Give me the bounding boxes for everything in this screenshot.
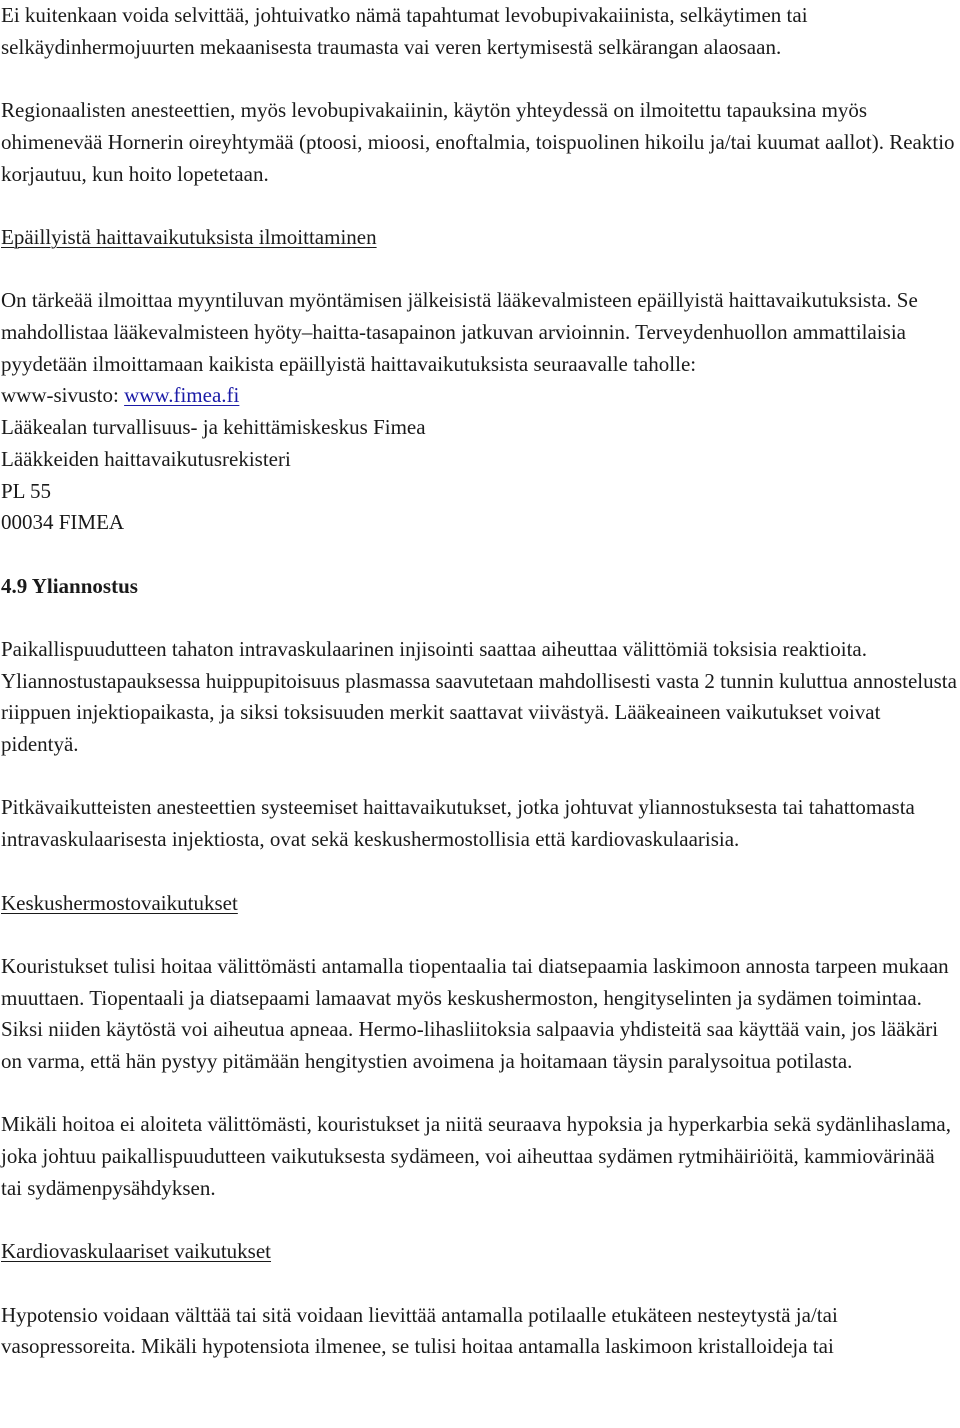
fimea-website-link[interactable]: www.fimea.fi <box>124 383 240 408</box>
paragraph-systemic-effects: Pitkävaikutteisten anesteettien systeemiset haittavaikutukset, jotka johtuvat yliannostuksesta tai tahattomasta intravaskulaarisesta injektiosta, ovat sekä keskushermostollisia että kardiovaskulaarisia. <box>1 795 915 852</box>
paragraph-hypotension-treatment: Hypotensio voidaan välttää tai sitä voidaan lievittää antamalla potilaalle etukäteen nesteytystä ja/tai vasopressoreita. Mikäli hypotensiota ilmenee, se tulisi hoitaa antamalla laskimoon kristalloideja tai <box>1 1302 838 1359</box>
paragraph-spinal-trauma: Ei kuitenkaan voida selvittää, johtuivatko nämä tapahtumat levobupivakaiinista, selkäytimen tai selkäydinhermojuurten mekaanisesta traumasta vai veren kertymisestä selkärangan alaosaan. <box>1 3 808 59</box>
address-po-box: PL 55 <box>1 478 51 503</box>
paragraph-overdose-toxicity: Paikallispuudutteen tahaton intravaskulaarinen injisointi saattaa aiheuttaa välittömiä toksisia reaktioita. Yliannostustapauksessa huippupitoisuus plasmassa saavutetaan mahdollisesti vasta 2 tunnin kuluttua annostelusta riippuen injektiopaikasta, ja siksi toksisuuden merkit saattavat viivästyä. Lääkeaineen vaikutukset voivat pidentyä. <box>1 636 957 757</box>
address-registry: Lääkkeiden haittavaikutusrekisteri <box>1 446 291 471</box>
document-page <box>1 0 960 1363</box>
address-postal-code: 00034 FIMEA <box>1 510 125 535</box>
paragraph-untreated-consequences: Mikäli hoitoa ei aloiteta välittömästi, kouristukset ja niitä seuraava hypoksia ja hyperkarbia sekä sydänlihaslama, joka johtuu paikallispuudutteen vaikutuksesta sydämeen, voi aiheuttaa sydämen rytmihäiriöitä, kammiovärinää tai sydämenpysähdyksen. <box>1 1112 951 1200</box>
website-line <box>1 380 960 412</box>
paragraph-reporting-instructions: On tärkeää ilmoittaa myyntiluvan myöntämisen jälkeisistä lääkevalmisteen epäillyistä haittavaikutuksista. Se mahdollistaa lääkevalmisteen hyöty–haitta-tasapainon jatkuvan arvioinnin. Terveydenhuollon ammattilaisia pyydetään ilmoittamaan kaikista epäillyistä haittavaikutuksista seuraavalle taholle: <box>1 288 918 376</box>
paragraph-horner-syndrome: Regionaalisten anesteettien, myös levobupivakaiinin, käytön yhteydessä on ilmoitettu tapauksina myös ohimenevää Hornerin oireyhtymää (ptoosi, mioosi, enoftalmia, toispuolinen hikoilu ja/tai kuumat aallot). Reaktio korjautuu, kun hoito lopetetaan. <box>1 98 955 186</box>
heading-overdose: 4.9 Yliannostus <box>1 573 138 598</box>
paragraph-seizure-treatment: Kouristukset tulisi hoitaa välittömästi antamalla tiopentaalia tai diatsepaamia laskimoon annosta tarpeen mukaan muuttaen. Tiopentaali ja diatsepaami lamaavat myös keskushermoston, hengityselinten ja sydämen toimintaa. Siksi niiden käytöstä voi aiheutua apneaa. Hermo-lihasliitoksia salpaavia yhdisteitä saa käyttää vain, jos lääkäri on varma, että hän pystyy pitämään hengitystien avoimena ja hoitamaan täysin paralysoitua potilasta. <box>1 953 949 1074</box>
address-organization: Lääkealan turvallisuus- ja kehittämiskeskus Fimea <box>1 415 426 440</box>
heading-adverse-reporting: Epäillyistä haittavaikutuksista ilmoittaminen <box>1 224 377 249</box>
website-label: www-sivusto: <box>1 383 125 408</box>
heading-cns-effects: Keskushermostovaikutukset <box>1 890 238 915</box>
heading-cardiovascular-effects: Kardiovaskulaariset vaikutukset <box>1 1239 272 1264</box>
